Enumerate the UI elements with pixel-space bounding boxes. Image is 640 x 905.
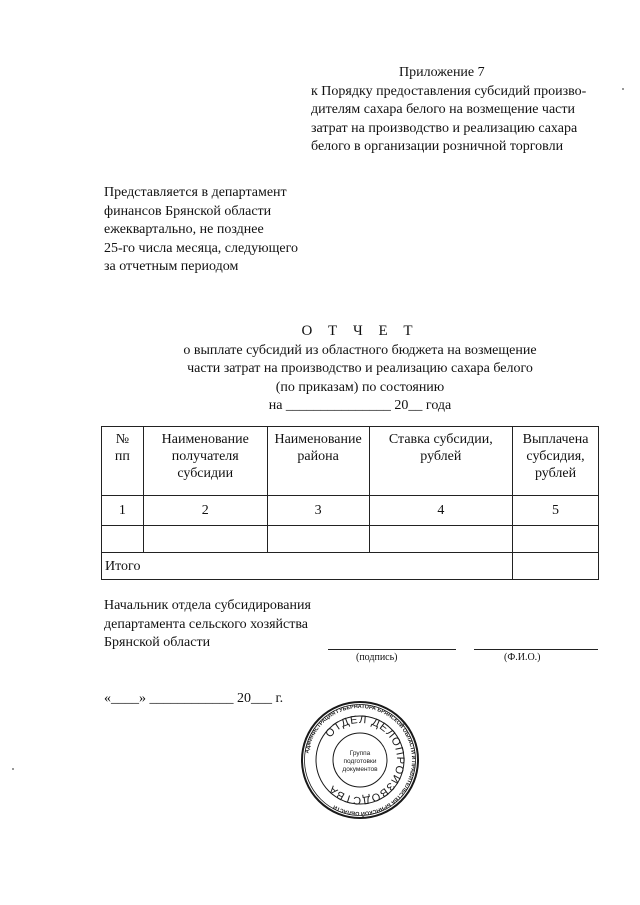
table-row [102,526,599,553]
submission-line: финансов Брянской области [104,203,272,219]
office-stamp [300,700,420,820]
table-header-row [102,427,599,496]
report-heading: О Т Ч Е Т [301,323,419,339]
report-subtitle-line: о выплате субсидий из областного бюджета на возмещение [183,342,537,358]
signature-caption: (подпись) [356,652,398,663]
header-text: субсидии [177,466,234,481]
column-number: 2 [143,496,267,526]
stamp-center-line: Группа [349,750,371,757]
header-cell-rate [369,427,513,496]
table-cell [513,526,599,553]
report-table [101,426,599,580]
signature-position-line: департамента сельского хозяйства [104,616,308,632]
signature-position-line: Брянской области [104,635,211,650]
scan-artifact [622,88,624,90]
stamp-center-line: подготовки [343,758,377,765]
report-date-line: на _______________ 20__ года [268,398,452,413]
column-number: 5 [513,496,599,526]
date-line: «____» ____________ 20___ г. [104,691,284,706]
appendix-block [311,64,611,157]
table-cell [102,526,144,553]
header-text: рублей [534,466,577,481]
header-text: рублей [420,449,462,464]
appendix-title: Приложение 7 [399,65,485,80]
stamp-graphic [300,700,420,820]
appendix-line: белого в организации розничной торговли [311,139,564,154]
header-cell-number [102,427,144,496]
submission-line: за отчетным периодом [104,259,239,274]
column-number: 3 [267,496,369,526]
scan-artifact [12,768,14,770]
report-title-block [150,322,570,416]
header-text: Ставка субсидии, [388,432,493,447]
header-text: получателя [171,449,239,464]
header-text: субсидия, [526,449,585,464]
name-underline [474,649,598,650]
stamp-center-line: документов [342,766,378,773]
submission-line: 25-го числа месяца, следующего [104,240,298,256]
appendix-line: к Порядку предоставления субсидий произво- [311,83,587,99]
appendix-line: дителям сахара белого на возмещение части [311,102,576,117]
column-number-row [102,496,599,526]
name-caption: (Ф.И.О.) [504,652,541,663]
stamp-middle-text: ОТДЕЛ ДЕЛОПРОИЗВОДСТВА [323,713,407,807]
column-number: 4 [369,496,513,526]
total-value-cell [513,553,599,580]
header-text: района [297,449,339,464]
total-row [102,553,599,580]
header-text: № [115,432,130,447]
signature-underline [328,649,456,650]
header-cell-recipient [143,427,267,496]
submission-note [104,184,298,277]
header-text: Наименование [274,432,362,447]
signature-position-line: Начальник отдела субсидирования [104,598,311,613]
total-label: Итого [102,553,513,580]
column-number: 1 [102,496,144,526]
table-cell [267,526,369,553]
report-subtitle-line: (по приказам) по состоянию [275,379,445,395]
header-text: пп [114,449,130,464]
header-text: Выплачена [522,432,589,447]
report-subtitle-line: части затрат на производство и реализацию сахара белого [187,361,533,376]
table-cell [369,526,513,553]
signature-block [104,597,311,653]
header-cell-paid [513,427,599,496]
stamp-outer-text: АДМИНИСТРАЦИЯ ГУБЕРНАТОРА БРЯНСКОЙ ОБЛАСТИ И ПРАВИТЕЛЬСТВА БРЯНСКОЙ ОБЛАСТИ [304,703,417,817]
submission-line: Представляется в департамент [104,185,287,200]
appendix-line: затрат на производство и реализацию сахара [311,120,578,136]
header-cell-district [267,427,369,496]
submission-line: ежеквартально, не позднее [104,222,264,237]
header-text: Наименование [161,432,249,447]
table-cell [143,526,267,553]
